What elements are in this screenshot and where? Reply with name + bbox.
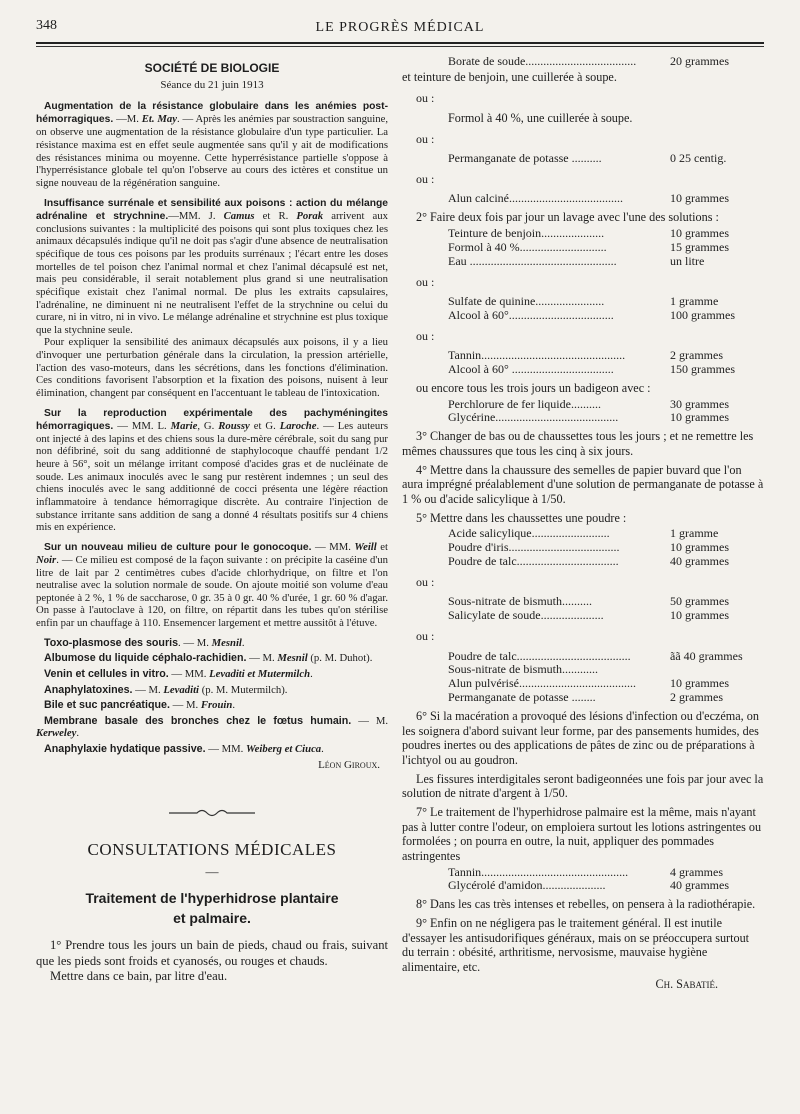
entry-text: Pour expliquer la sensibilité des animaux décapsulés aux poisons, il y a lieu d'invoquer une perturbation générale dans la circulation, la pression artérielle, l'action des vaso-moteurs, dans les sécrétions, dans les fonctions d'élimination. Ces conditions favorisent l'absorption et la fixation des poisons, nuisent à leur élimination, changent par conséquent en l'accentuant le tableau de l'intoxication. xyxy=(36,336,388,399)
prescription-line: Sous-nitrate de bismuth............ xyxy=(448,663,598,677)
paragraph: Les fissures interdigitales seront badigeonnées une fois par jour avec la solution de nitrate d'argent à 1/50. xyxy=(402,771,764,801)
paragraph: 3° Changer de bas ou de chaussettes tous les jours ; et ne remettre les mêmes chaussures que tous les cinq à six jours. xyxy=(402,429,754,459)
entry-text: . — Ce milieu est composé de la façon suivante : on précipite la caséine d'un litre de lait par 2 centimètres cubes d'acide chlorhydrique, on filtre et l'on neutralise avec la solution normale de soude. On ajoute moitié son volume d'eau peptonée à 2 %, 1 % de saccharose, 0 gr. 35 à 0 gr. 40 % d'urée, 1 gr. 60 % d'agar. On passe à l'autoclave à 120, on filtre, on répartit dans les tubes qu'on stérilise enfin par un chauffage à 110. Ensemencer largement et mettre aussitôt à l'étuve. xyxy=(36,553,388,630)
entry-title: Insuffisance surrénale et sensibilité aux poisons : action du mélange adrénaline et strychnine. xyxy=(36,197,388,222)
item-author: Mesnil xyxy=(211,636,242,649)
item-author: Kerweley xyxy=(36,727,77,740)
prescription-line: Sulfate de quinine....................... 1 gramme xyxy=(448,293,719,308)
article-title: Traitement de l'hyperhidrose plantaire et palmaire. xyxy=(85,890,339,926)
prescription-line: Permanganate de potasse .......... 0 25 centig. xyxy=(448,150,727,165)
prescription-line: Alun calciné...................................... 10 grammes xyxy=(448,191,729,206)
entry-text: arrivent aux conclusions suivantes : la multiplicité des poisons qui sont plus toxiques chez les animaux décapsulés indique qu'il ne doit pas s'agir d'une absence de neutralisation spécifique de tous ces poisons par les produits surrénaux ; l'écart entre les doses mortelles de tel poison chez l'animal normal et chez l'animal décapsulé est net, mais peu considérable, il serait notablement plus grand si une neutralisation spécifique existait chez l'animal normal. De plus les extraits capsulaires, l'adrénaline, ne diminuent ni ne neutralisent l'effet de la strychnine ou celui du curare, ni in vitro, ni in vivo. Le mélange adrénaline et strychnine est plus toxique que la stychnine seule. xyxy=(36,209,388,336)
prescription-line: Alcool à 60°................................... 100 grammes xyxy=(448,307,735,322)
paragraph: 9° Enfin on ne négligera pas le traitement général. Il est inutile d'essayer les antisudorifiques généraux, mais on se préoccupera surtout du terrain : obésité, arthritisme, nervosisme, mauvaise hygiène alimentaire, etc. xyxy=(402,916,750,974)
prescription-line: Salicylate de soude..................... 10 grammes xyxy=(448,608,729,623)
prescription-line: Tannin................................................ 2 grammes xyxy=(448,348,723,363)
item-title: Toxo-plasmose des souris xyxy=(44,636,179,649)
short-item: Anaphylatoxines. — M. Levaditi (p. M. Mutermilch). xyxy=(44,683,288,696)
prescription-line: Poudre d'iris..................................... 10 grammes xyxy=(448,540,729,555)
item-title: Bile et suc pancréatique. xyxy=(44,699,170,712)
item-title: Venin et cellules in vitro. xyxy=(44,667,169,680)
entry-text: . — Les auteurs ont injecté à des lapins et des chiens sous la dure-mère cérébrale, soit du sang pur non défibriné, soit du sang additionné de staphylocoque chauffé pendant 1/2 heure à 56°, soit un mélange irritant composé d'acides gras et de nucléinate de soude. Les animaux inoculés avec le sang pur restèrent indemnes ; un seul des chiens inoculés avec le sang additionné de cocci présenta une légère réaction inflammatoire à tendance hémorragique discrète. Au contraire l'injection de substance irritante sans addition de sang a donné 4 résultats positifs sur 4 chiens mis en expérience. xyxy=(36,419,388,534)
prescription-line: Formol à 40 %, une cuillerée à soupe. xyxy=(448,110,633,125)
paragraph: Mettre dans ce bain, par litre d'eau. xyxy=(50,969,228,984)
prescription xyxy=(448,152,764,166)
article-body xyxy=(36,938,388,985)
or-label: ou : xyxy=(416,90,435,105)
short-item: Toxo-plasmose des souris. — M. Mesnil. xyxy=(44,636,245,649)
item-author: Frouin xyxy=(200,699,233,712)
journal-title: LE PROGRÈS MÉDICAL xyxy=(315,20,485,35)
prescription-line: Teinture de benjoin..................... 10 grammes xyxy=(448,225,729,240)
or-label: ou : xyxy=(416,328,435,343)
prescription-line: Glycérolé d'amidon..................... 40 grammes xyxy=(448,878,729,893)
item-author: Levaditi et Mutermilch xyxy=(209,667,311,680)
right-column xyxy=(402,53,764,991)
prescription-line: Glycérine......................................... 10 grammes xyxy=(448,410,729,425)
prescription xyxy=(448,295,764,323)
ornament-divider xyxy=(36,808,388,818)
prescription xyxy=(448,866,764,894)
or-label: ou : xyxy=(416,131,435,146)
signature: Ch. Sabatié. xyxy=(655,976,718,991)
entry-author: Marie xyxy=(170,419,198,432)
two-column-body xyxy=(36,53,764,991)
entry-title: Sur un nouveau milieu de culture pour le gonocoque. xyxy=(44,541,312,553)
paragraph: 6° Si la macération a provoqué des lésions d'infection ou d'eczéma, on les soignera d'abord suivant leur forme, par des pansements humides, des poudres inertes ou des applications de pâtes de zinc ou de préparations à l'ichtyol ou au goudron. xyxy=(402,709,759,768)
entry-author: Camus xyxy=(223,209,255,222)
item-author: Weiberg et Ciuca xyxy=(245,743,322,756)
prescription-line: Alcool à 60° .................................. 150 grammes xyxy=(448,362,735,377)
paragraph: 5° Mettre dans les chaussettes une poudre : xyxy=(416,510,627,525)
entry-author: Porak xyxy=(296,209,324,222)
entry-author: Laroche xyxy=(279,419,317,432)
prescription xyxy=(448,650,764,706)
paragraph: 4° Mettre dans la chaussure des semelles de papier buvard que l'on aura imprégné préalablement d'une solution de permanganate de potasse à 1 % ou d'acide salicylique à 1/50. xyxy=(402,462,764,506)
paragraph: 2° Faire deux fois par jour un lavage avec l'une des solutions : xyxy=(416,210,719,225)
prescription-line: Poudre de talc...................................... ãã 40 grammes xyxy=(448,648,743,663)
item-title: Anaphylatoxines. xyxy=(44,683,133,696)
left-column xyxy=(36,53,388,991)
or-label: ou : xyxy=(416,171,435,186)
item-author: Mesnil xyxy=(277,652,308,665)
page-number: 348 xyxy=(36,18,57,33)
entry-text: . — Après les anémies par soustraction sanguine, on observe une augmentation de la résistance globulaire d'un type particulier. La résistance maxima est en effet seule augmentée sans qu'il y ait de modifications des résistances minima ou moyenne. Cette hyperrésistance partielle s'oppose à l'hyperrésistance globale tel qu'on l'observe au cours des ictères et constitue un signe nouveau de la régénération sanguine. xyxy=(36,113,388,189)
prescription xyxy=(448,227,764,269)
short-item: Membrane basale des bronches chez le fœtus humain. — M. Kerweley. xyxy=(36,714,388,740)
title-dash: — xyxy=(205,863,219,879)
entry-author: Weill xyxy=(354,540,377,553)
signature: Léon Giroux. xyxy=(318,758,380,771)
entry-author: Noir xyxy=(36,553,57,566)
header-rule-thin xyxy=(36,46,764,47)
short-item: Venin et cellules in vitro. — MM. Levaditi et Mutermilch. xyxy=(44,667,313,680)
prescription xyxy=(448,192,764,206)
entry-author: Roussy xyxy=(218,419,250,432)
or-label: ou : xyxy=(416,274,435,289)
entry-author: Et. May xyxy=(141,113,177,126)
prescription xyxy=(448,527,764,569)
prescription-line: Formol à 40 %............................. 15 grammes xyxy=(448,239,729,254)
society-entry: Augmentation de la résistance globulaire dans les anémies post-hémorragiques. —M. Et. May. — Après les anémies par soustraction sanguine, on observe une augmentation de la résistance globulaire d'un type particulier. La résistance maxima est en effet seule augmentée sans qu'il y ait de modifications des résistances minima ou moyenne. Cette hyperrésistance partielle s'oppose à l'hyperrésistance globale tel qu'on l'observe au cours des ictères et constitue un signe nouveau de la régénération sanguine. xyxy=(36,101,388,189)
item-author: Levaditi xyxy=(163,683,200,696)
paragraph: et teinture de benjoin, une cuillerée à soupe. xyxy=(402,69,617,84)
item-title: Anaphylaxie hydatique passive. xyxy=(44,743,206,756)
prescription-line: Eau ................................................. un litre xyxy=(448,253,705,268)
running-header xyxy=(36,14,764,36)
prescription xyxy=(448,595,764,623)
paragraph: 8° Dans les cas très intenses et rebelles, on pensera à la radiothérapie. xyxy=(416,897,756,912)
item-title: Albumose du liquide céphalo-rachidien. xyxy=(44,652,247,665)
society-entry: Insuffisance surrénale et sensibilité aux poisons : action du mélange adrénaline et strychnine.—MM. J. Camus et R. Porak arrivent aux conclusions suivantes : la multiplicité des poisons qui sont plus toxiques chez les animaux décapsulés indique qu'il ne doit pas s'agir d'une absence de neutralisation spécifique de tous ces poisons par les produits surrénaux ; l'écart entre les doses mortelles de tel poison chez l'animal normal et chez l'animal décapsulé est net, mais peu considérable, il serait notablement plus grand si une neutralisation spécifique existait chez l'animal normal. De plus les extraits capsulaires, l'adrénaline, ne diminuent ni ne neutralisent l'effet de la strychnine ou celui du curare, ni in vitro, ni in vivo. Le mélange adrénaline et strychnine est plus toxique que la stychnine seule. Pour expliquer la sensibilité des animaux décapsulés aux poisons, il y a lieu d'invoquer une perturbation générale dans la circulation, la pression artérielle, l'action des vaso-moteurs, dans les sécrétions, dans les fonctions d'élimination. Ces conditions favorisent l'absorption et la fixation des poisons, nuisent à leur élimination, changent par conséquent en l'accentuant le tableau de l'intoxication. xyxy=(36,197,388,399)
prescription-line: Permanganate de potasse ........ 2 grammes xyxy=(448,690,723,705)
or-label: ou : xyxy=(416,629,435,644)
short-item: Bile et suc pancréatique. — M. Frouin. xyxy=(44,699,235,712)
prescription xyxy=(448,55,764,69)
flourish-icon xyxy=(167,808,257,818)
or-label: ou : xyxy=(416,574,435,589)
header-rule xyxy=(36,42,764,44)
session-date: Séance du 21 juin 1913 xyxy=(160,79,264,92)
society-entry: Sur la reproduction expérimentale des pachyméningites hémorragiques. — MM. L. Marie, G. Roussy et G. Laroche. — Les auteurs ont injecté à des lapins et des chiens sous la dure-mère cérébrale, soit du sang pur non défibriné, soit du sang additionné de staphylocoque chauffé pendant 1/2 heure à 56°, soit un mélange irritant composé d'acides gras et de nucléinate de soude. Les animaux inoculés avec le sang pur restèrent indemnes ; un seul des chiens inoculés avec le sang additionné de cocci présenta une légère réaction inflammatoire à tendance hémorragique discrète. Au contraire l'injection de substance irritante sans addition de sang a donné 4 résultats positifs sur 4 chiens mis en expérience. xyxy=(36,407,388,534)
item-title: Membrane basale des bronches chez le fœtus humain. xyxy=(44,714,352,727)
prescription xyxy=(448,349,764,377)
prescription-line: Tannin................................................. 4 grammes xyxy=(448,864,723,879)
section-title: CONSULTATIONS MÉDICALES xyxy=(87,839,337,859)
short-item: Albumose du liquide céphalo-rachidien. — M. Mesnil (p. M. Duhot). xyxy=(44,652,373,665)
entry-title: Sur la reproduction expérimentale des pachyméningites hémorragiques. xyxy=(36,407,388,432)
paragraph: 7° Le traitement de l'hyperhidrose palmaire est la même, mais n'ayant pas à lutter contre l'odeur, on emploiera surtout les lotions astringentes ou formolées ; on pourra en outre, la nuit, appliquer des pommades astringentes xyxy=(402,805,762,863)
prescription-line: Alun pulvérisé....................................... 10 grammes xyxy=(448,676,729,691)
prescription-line: Poudre de talc.................................. 40 grammes xyxy=(448,554,729,569)
paragraph: 1° Prendre tous les jours un bain de pieds, chaud ou frais, suivant que les pieds sont froids et cyanosés, ou rouges et chauds. xyxy=(36,938,388,968)
society-title: SOCIÉTÉ DE BIOLOGIE xyxy=(144,61,280,75)
prescription-line: Sous-nitrate de bismuth.......... 50 grammes xyxy=(448,594,729,609)
society-entry: Sur un nouveau milieu de culture pour le gonocoque. — MM. Weill et Noir. — Ce milieu est composé de la façon suivante : on précipite la caséine d'un litre de lait par 2 centimètres cubes d'acide chlorhydrique, on filtre et l'on neutralise avec la solution normale de soude. On ajoute moitié son volume d'eau peptonée à 2 %, 1 % de saccharose, 0 gr. 35 à 0 gr. 40 % d'urée, 1 gr. 60 % d'agar. On passe à l'autoclave à 120, on filtre, on répartit dans les tubes qu'on stérilise enfin par un chauffage à 110. Ensemencer largement et mettre aussitôt à l'étuve. xyxy=(36,540,388,630)
prescription-line: Acide salicylique.......................... 1 gramme xyxy=(448,526,719,541)
entry-title: Augmentation de la résistance globulaire dans les anémies post-hémorragiques. xyxy=(36,101,388,126)
short-item: Anaphylaxie hydatique passive. — MM. Weiberg et Ciuca. xyxy=(44,743,324,756)
paragraph: ou encore tous les trois jours un badigeon avec : xyxy=(416,380,651,395)
prescription-line: Perchlorure de fer liquide.......... 30 grammes xyxy=(448,396,729,411)
prescription xyxy=(448,398,764,426)
prescription-line: Borate de soude..................................... 20 grammes xyxy=(448,54,729,68)
